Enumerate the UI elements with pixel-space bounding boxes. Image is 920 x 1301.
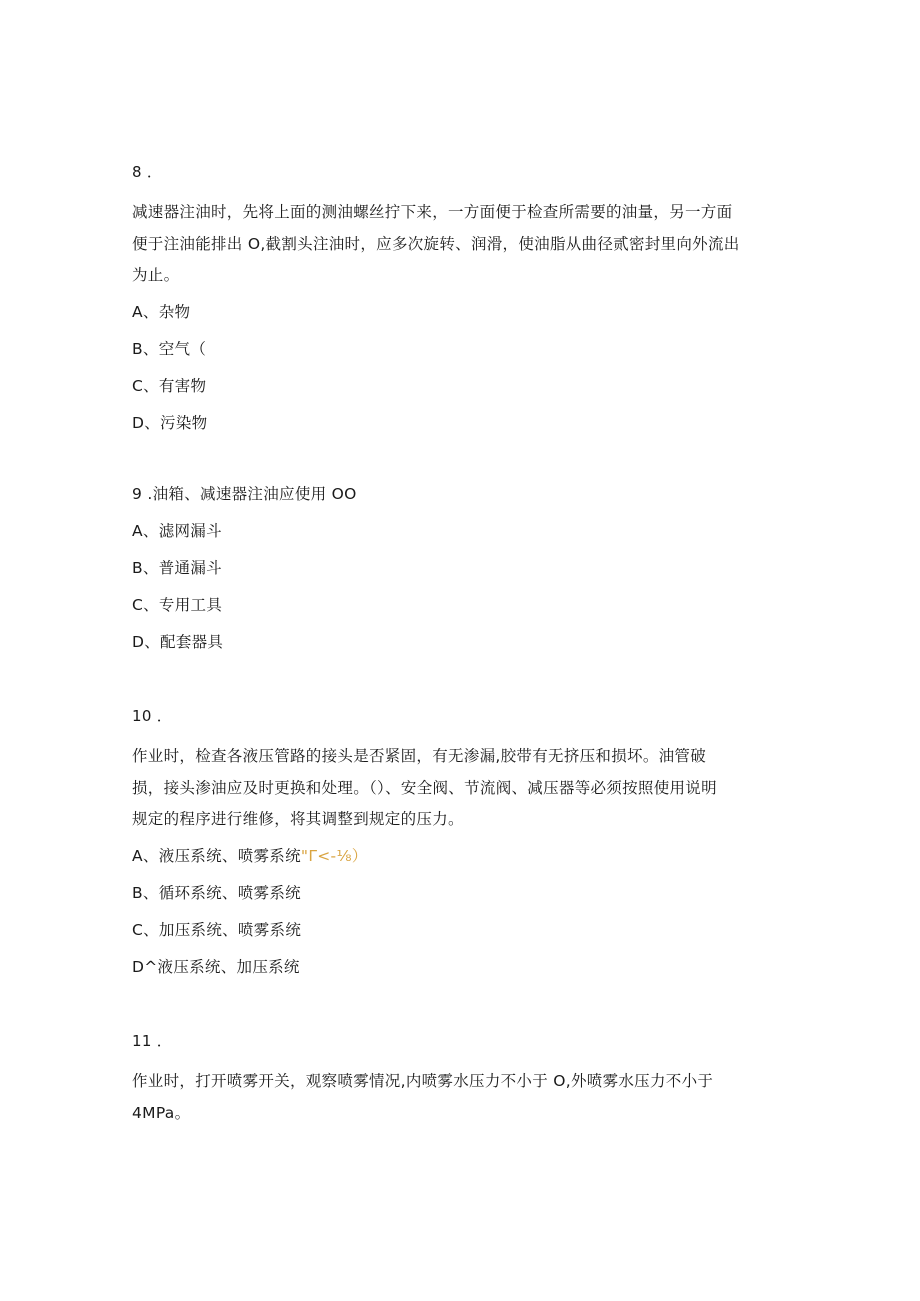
question-stem-line: 作业时，打开喷雾开关，观察喷雾情况,内喷雾水压力不小于 O,外喷雾水压力不小于 — [132, 1072, 714, 1090]
question-stem-line: 减速器注油时，先将上面的测油螺丝拧下来，一方面便于检查所需要的油量，另一方面 — [132, 203, 733, 221]
question-number: 9 .油箱、减速器注油应使用 OO — [132, 485, 357, 503]
option-c: C、有害物 — [132, 377, 207, 395]
question-number: 11 ． — [132, 1032, 173, 1050]
question-stem-line: 4MPa。 — [132, 1104, 191, 1122]
option-d: D、配套器具 — [132, 633, 224, 651]
option-c: C、专用工具 — [132, 596, 223, 614]
option-b: B、循环系统、喷雾系统 — [132, 884, 301, 902]
question-stem-line: 为止。 — [132, 266, 180, 284]
option-c: C、加压系统、喷雾系统 — [132, 921, 302, 939]
question-number: 8 ． — [132, 163, 163, 181]
option-a: A、滤网漏斗 — [132, 522, 222, 540]
option-d: D^液压系统、加压系统 — [132, 958, 300, 976]
question-stem-line: 规定的程序进行维修，将其调整到规定的压力。 — [132, 810, 464, 828]
option-a-text: A、液压系统、喷雾系统 — [132, 847, 301, 865]
question-stem-line: 作业时，检查各液压管路的接头是否紧固，有无渗漏,胶带有无挤压和损坏。油管破 — [132, 747, 707, 765]
question-stem-line: 便于注油能排出 O,截割头注油时，应多次旋转、润滑，使油脂从曲径贰密封里向外流出 — [132, 235, 740, 253]
option-a — [132, 846, 368, 866]
option-a: A、杂物 — [132, 303, 191, 321]
option-a-mark: "Γ<-⅛） — [300, 847, 368, 865]
option-d: D、污染物 — [132, 414, 208, 432]
question-stem-line: 损，接头渗油应及时更换和处理。（）、安全阀、节流阀、减压器等必须按照使用说明 — [132, 779, 717, 797]
question-number: 10 ． — [132, 707, 173, 725]
option-b: B、普通漏斗 — [132, 559, 222, 577]
option-b: B、空气（ — [132, 340, 207, 358]
